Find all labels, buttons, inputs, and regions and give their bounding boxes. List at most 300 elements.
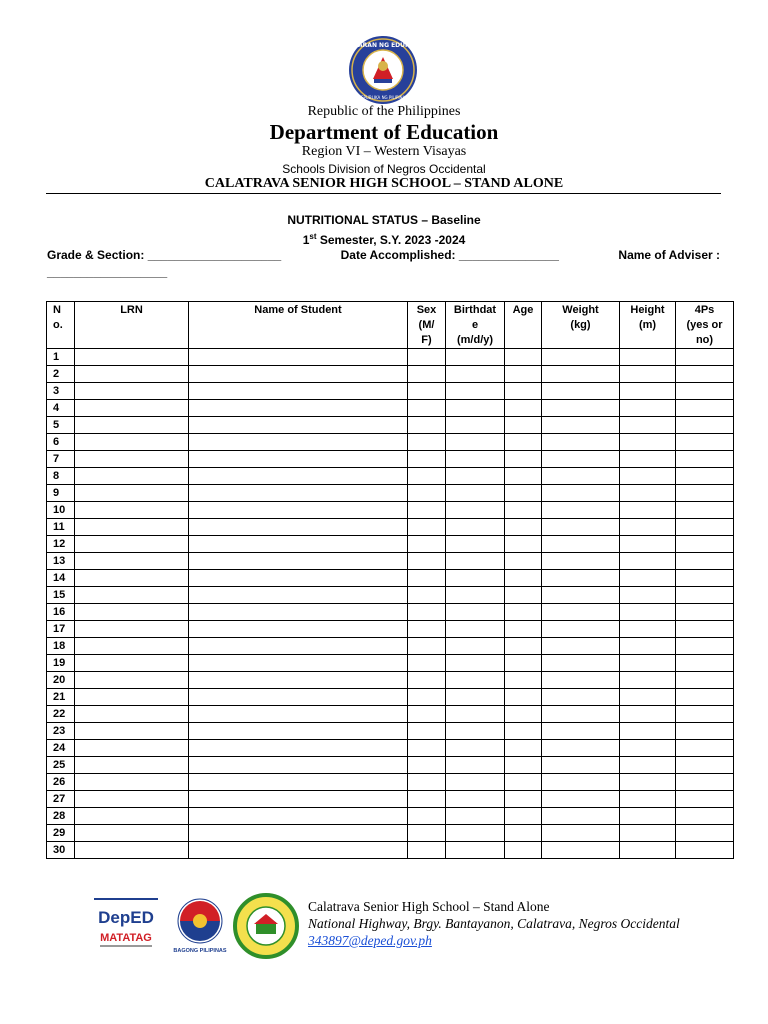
table-cell[interactable] <box>620 553 676 570</box>
footer-email-link[interactable]: 343897@deped.gov.ph <box>308 933 432 948</box>
table-cell[interactable] <box>620 451 676 468</box>
table-cell[interactable] <box>676 400 734 417</box>
table-cell[interactable] <box>408 570 446 587</box>
table-cell[interactable] <box>408 604 446 621</box>
table-cell[interactable] <box>446 417 505 434</box>
header-divider <box>46 193 721 194</box>
table-cell[interactable] <box>446 536 505 553</box>
table-cell[interactable] <box>620 621 676 638</box>
table-row <box>47 655 734 672</box>
table-cell[interactable] <box>620 570 676 587</box>
table-cell[interactable] <box>75 621 189 638</box>
table-cell[interactable] <box>620 740 676 757</box>
table-cell[interactable] <box>189 485 408 502</box>
table-cell[interactable] <box>542 485 620 502</box>
table-cell[interactable] <box>446 366 505 383</box>
table-cell[interactable] <box>75 689 189 706</box>
table-row <box>47 536 734 553</box>
table-cell[interactable] <box>542 655 620 672</box>
table-row <box>47 791 734 808</box>
table-cell[interactable] <box>542 604 620 621</box>
table-cell[interactable] <box>446 757 505 774</box>
row-number: 2 <box>47 366 75 383</box>
table-cell[interactable] <box>676 349 734 366</box>
row-number: 22 <box>47 706 75 723</box>
table-cell[interactable] <box>189 451 408 468</box>
table-cell[interactable] <box>75 655 189 672</box>
table-cell[interactable] <box>620 434 676 451</box>
table-cell[interactable] <box>75 723 189 740</box>
footer-school-name: Calatrava Senior High School – Stand Alone <box>308 899 550 914</box>
table-cell[interactable] <box>676 723 734 740</box>
table-cell[interactable] <box>505 757 542 774</box>
table-cell[interactable] <box>505 553 542 570</box>
table-cell[interactable] <box>620 757 676 774</box>
table-cell[interactable] <box>542 434 620 451</box>
table-cell[interactable] <box>620 587 676 604</box>
table-cell[interactable] <box>620 774 676 791</box>
table-cell[interactable] <box>542 791 620 808</box>
table-cell[interactable] <box>620 485 676 502</box>
table-cell[interactable] <box>620 672 676 689</box>
table-cell[interactable] <box>189 621 408 638</box>
table-cell[interactable] <box>189 349 408 366</box>
table-cell[interactable] <box>408 536 446 553</box>
table-cell[interactable] <box>75 400 189 417</box>
table-cell[interactable] <box>676 468 734 485</box>
table-cell[interactable] <box>676 842 734 859</box>
table-cell[interactable] <box>408 757 446 774</box>
table-cell[interactable] <box>446 825 505 842</box>
table-cell[interactable] <box>446 774 505 791</box>
table-cell[interactable] <box>620 383 676 400</box>
table-cell[interactable] <box>408 621 446 638</box>
table-cell[interactable] <box>189 757 408 774</box>
table-cell[interactable] <box>620 417 676 434</box>
table-cell[interactable] <box>408 383 446 400</box>
table-cell[interactable] <box>505 485 542 502</box>
table-cell[interactable] <box>620 655 676 672</box>
table-cell[interactable] <box>505 383 542 400</box>
table-cell[interactable] <box>189 791 408 808</box>
table-cell[interactable] <box>189 434 408 451</box>
table-cell[interactable] <box>505 570 542 587</box>
table-cell[interactable] <box>75 468 189 485</box>
table-cell[interactable] <box>446 808 505 825</box>
table-cell[interactable] <box>446 621 505 638</box>
row-number: 9 <box>47 485 75 502</box>
table-cell[interactable] <box>542 757 620 774</box>
table-cell[interactable] <box>408 451 446 468</box>
table-cell[interactable] <box>505 672 542 689</box>
table-cell[interactable] <box>75 434 189 451</box>
table-cell[interactable] <box>446 349 505 366</box>
table-row <box>47 553 734 570</box>
table-cell[interactable] <box>505 434 542 451</box>
table-cell[interactable] <box>75 536 189 553</box>
row-number: 3 <box>47 383 75 400</box>
row-number: 13 <box>47 553 75 570</box>
table-cell[interactable] <box>446 791 505 808</box>
table-cell[interactable] <box>542 417 620 434</box>
table-cell[interactable] <box>189 366 408 383</box>
table-cell[interactable] <box>408 655 446 672</box>
table-cell[interactable] <box>189 468 408 485</box>
table-cell[interactable] <box>189 808 408 825</box>
table-cell[interactable] <box>505 604 542 621</box>
table-cell[interactable] <box>75 383 189 400</box>
table-cell[interactable] <box>542 502 620 519</box>
row-number: 10 <box>47 502 75 519</box>
table-cell[interactable] <box>676 757 734 774</box>
table-cell[interactable] <box>620 723 676 740</box>
table-cell[interactable] <box>446 570 505 587</box>
table-cell[interactable] <box>620 502 676 519</box>
table-cell[interactable] <box>542 740 620 757</box>
table-cell[interactable] <box>408 808 446 825</box>
table-cell[interactable] <box>620 842 676 859</box>
date-accomplished-field <box>341 248 559 262</box>
table-cell[interactable] <box>408 366 446 383</box>
table-cell[interactable] <box>676 774 734 791</box>
table-cell[interactable] <box>75 417 189 434</box>
row-number: 23 <box>47 723 75 740</box>
table-cell[interactable] <box>620 706 676 723</box>
table-cell[interactable] <box>676 485 734 502</box>
table-cell[interactable] <box>408 587 446 604</box>
table-cell[interactable] <box>542 723 620 740</box>
table-cell[interactable] <box>408 417 446 434</box>
semester-text: Semester, S.Y. 2023 -2024 <box>316 233 466 247</box>
matatag-logo-text: MATATAG <box>100 932 152 944</box>
table-cell[interactable] <box>505 417 542 434</box>
table-cell[interactable] <box>408 468 446 485</box>
table-cell[interactable] <box>676 553 734 570</box>
table-cell[interactable] <box>620 604 676 621</box>
table-cell[interactable] <box>446 434 505 451</box>
table-cell[interactable] <box>542 366 620 383</box>
table-cell[interactable] <box>505 536 542 553</box>
table-cell[interactable] <box>189 638 408 655</box>
table-cell[interactable] <box>505 638 542 655</box>
table-cell[interactable] <box>446 638 505 655</box>
table-cell[interactable] <box>408 740 446 757</box>
table-cell[interactable] <box>189 774 408 791</box>
table-cell[interactable] <box>75 842 189 859</box>
table-cell[interactable] <box>446 655 505 672</box>
table-cell[interactable] <box>676 706 734 723</box>
table-row <box>47 757 734 774</box>
row-number: 30 <box>47 842 75 859</box>
seal-text-bottom: REPUBLIKA NG PILIPINAS <box>358 95 408 100</box>
table-cell[interactable] <box>620 825 676 842</box>
date-accomplished-label: Date Accomplished: <box>340 248 456 262</box>
table-cell[interactable] <box>542 468 620 485</box>
row-number: 20 <box>47 672 75 689</box>
bagong-pilipinas-text: BAGONG PILIPINAS <box>173 948 227 954</box>
table-cell[interactable] <box>505 842 542 859</box>
table-cell[interactable] <box>75 706 189 723</box>
table-cell[interactable] <box>542 842 620 859</box>
header-sex: Sex (M/ F) <box>408 302 446 349</box>
table-cell[interactable] <box>189 706 408 723</box>
table-cell[interactable] <box>189 825 408 842</box>
table-cell[interactable] <box>542 536 620 553</box>
table-row <box>47 485 734 502</box>
row-number: 6 <box>47 434 75 451</box>
table-cell[interactable] <box>505 621 542 638</box>
table-cell[interactable] <box>446 706 505 723</box>
table-cell[interactable] <box>620 808 676 825</box>
table-cell[interactable] <box>542 808 620 825</box>
table-cell[interactable] <box>676 825 734 842</box>
seal-text-top: KAGAWARAN NG EDUKASYON <box>333 42 433 49</box>
table-cell[interactable] <box>542 689 620 706</box>
table-cell[interactable] <box>505 400 542 417</box>
form-title-sub: Baseline <box>431 213 481 227</box>
row-number: 24 <box>47 740 75 757</box>
table-cell[interactable] <box>542 638 620 655</box>
table-cell[interactable] <box>408 706 446 723</box>
table-cell[interactable] <box>676 434 734 451</box>
footer-logos <box>94 894 304 960</box>
table-cell[interactable] <box>542 383 620 400</box>
table-cell[interactable] <box>75 757 189 774</box>
table-cell[interactable] <box>542 774 620 791</box>
row-number: 17 <box>47 621 75 638</box>
nutritional-status-table <box>46 301 734 859</box>
row-number: 27 <box>47 791 75 808</box>
table-cell[interactable] <box>542 672 620 689</box>
table-cell[interactable] <box>75 638 189 655</box>
table-cell[interactable] <box>446 842 505 859</box>
table-cell[interactable] <box>542 706 620 723</box>
table-cell[interactable] <box>505 808 542 825</box>
table-cell[interactable] <box>505 366 542 383</box>
table-row <box>47 570 734 587</box>
table-cell[interactable] <box>505 655 542 672</box>
table-cell[interactable] <box>408 434 446 451</box>
table-cell[interactable] <box>542 451 620 468</box>
table-cell[interactable] <box>542 587 620 604</box>
table-cell[interactable] <box>408 842 446 859</box>
table-cell[interactable] <box>505 349 542 366</box>
table-cell[interactable] <box>408 638 446 655</box>
table-cell[interactable] <box>620 400 676 417</box>
table-cell[interactable] <box>676 621 734 638</box>
table-cell[interactable] <box>408 689 446 706</box>
grade-section-blank[interactable]: ____________________ <box>147 248 282 262</box>
table-cell[interactable] <box>676 519 734 536</box>
table-cell[interactable] <box>676 604 734 621</box>
header-name-of-student: Name of Student <box>189 302 408 349</box>
table-cell[interactable] <box>446 587 505 604</box>
table-cell[interactable] <box>542 825 620 842</box>
table-cell[interactable] <box>676 689 734 706</box>
table-cell[interactable] <box>446 451 505 468</box>
table-cell[interactable] <box>446 723 505 740</box>
table-cell[interactable] <box>676 587 734 604</box>
table-cell[interactable] <box>446 553 505 570</box>
row-number: 7 <box>47 451 75 468</box>
table-cell[interactable] <box>408 553 446 570</box>
table-cell[interactable] <box>676 536 734 553</box>
table-cell[interactable] <box>75 604 189 621</box>
table-row <box>47 825 734 842</box>
table-cell[interactable] <box>408 502 446 519</box>
table-cell[interactable] <box>408 519 446 536</box>
table-cell[interactable] <box>542 553 620 570</box>
form-title-main: NUTRITIONAL STATUS <box>287 213 418 227</box>
table-cell[interactable] <box>676 502 734 519</box>
table-cell[interactable] <box>505 740 542 757</box>
table-cell[interactable] <box>446 672 505 689</box>
table-cell[interactable] <box>505 502 542 519</box>
table-cell[interactable] <box>408 825 446 842</box>
table-cell[interactable] <box>189 570 408 587</box>
table-cell[interactable] <box>505 825 542 842</box>
table-cell[interactable] <box>620 638 676 655</box>
table-cell[interactable] <box>75 553 189 570</box>
table-cell[interactable] <box>446 383 505 400</box>
table-cell[interactable] <box>620 468 676 485</box>
table-cell[interactable] <box>676 791 734 808</box>
table-cell[interactable] <box>75 825 189 842</box>
table-cell[interactable] <box>676 417 734 434</box>
table-cell[interactable] <box>189 383 408 400</box>
table-cell[interactable] <box>189 536 408 553</box>
table-cell[interactable] <box>620 349 676 366</box>
table-cell[interactable] <box>505 689 542 706</box>
table-cell[interactable] <box>189 842 408 859</box>
semester-line <box>0 232 768 247</box>
table-cell[interactable] <box>620 791 676 808</box>
table-row <box>47 519 734 536</box>
row-number: 14 <box>47 570 75 587</box>
department-heading: Department of Education <box>269 120 499 144</box>
table-cell[interactable] <box>189 519 408 536</box>
table-cell[interactable] <box>408 791 446 808</box>
table-cell[interactable] <box>446 689 505 706</box>
table-cell[interactable] <box>189 604 408 621</box>
table-cell[interactable] <box>620 519 676 536</box>
table-row <box>47 604 734 621</box>
table-cell[interactable] <box>75 808 189 825</box>
table-cell[interactable] <box>75 485 189 502</box>
table-cell[interactable] <box>505 791 542 808</box>
table-cell[interactable] <box>408 400 446 417</box>
table-cell[interactable] <box>505 451 542 468</box>
table-cell[interactable] <box>446 502 505 519</box>
table-cell[interactable] <box>542 519 620 536</box>
table-cell[interactable] <box>676 366 734 383</box>
table-cell[interactable] <box>505 723 542 740</box>
table-cell[interactable] <box>75 519 189 536</box>
table-cell[interactable] <box>189 502 408 519</box>
table-cell[interactable] <box>542 349 620 366</box>
table-cell[interactable] <box>408 774 446 791</box>
row-number: 12 <box>47 536 75 553</box>
table-row <box>47 842 734 859</box>
table-row <box>47 349 734 366</box>
table-cell[interactable] <box>542 570 620 587</box>
table-cell[interactable] <box>446 400 505 417</box>
table-cell[interactable] <box>75 740 189 757</box>
table-cell[interactable] <box>676 655 734 672</box>
table-cell[interactable] <box>676 638 734 655</box>
table-cell[interactable] <box>676 570 734 587</box>
table-cell[interactable] <box>542 621 620 638</box>
table-cell[interactable] <box>75 366 189 383</box>
table-cell[interactable] <box>75 349 189 366</box>
table-cell[interactable] <box>620 536 676 553</box>
table-cell[interactable] <box>408 349 446 366</box>
table-cell[interactable] <box>446 519 505 536</box>
table-cell[interactable] <box>446 485 505 502</box>
table-cell[interactable] <box>620 689 676 706</box>
table-row <box>47 468 734 485</box>
table-cell[interactable] <box>189 400 408 417</box>
table-cell[interactable] <box>189 655 408 672</box>
table-row <box>47 417 734 434</box>
table-cell[interactable] <box>189 689 408 706</box>
row-number: 16 <box>47 604 75 621</box>
table-cell[interactable] <box>189 723 408 740</box>
table-cell[interactable] <box>189 553 408 570</box>
table-cell[interactable] <box>676 672 734 689</box>
table-cell[interactable] <box>75 774 189 791</box>
table-cell[interactable] <box>676 383 734 400</box>
table-cell[interactable] <box>446 740 505 757</box>
header-birthdate: Birthdat e (m/d/y) <box>446 302 505 349</box>
table-cell[interactable] <box>505 468 542 485</box>
date-accomplished-blank[interactable]: _______________ <box>458 248 559 262</box>
table-cell[interactable] <box>75 451 189 468</box>
table-cell[interactable] <box>408 485 446 502</box>
table-cell[interactable] <box>75 570 189 587</box>
table-cell[interactable] <box>189 417 408 434</box>
table-cell[interactable] <box>408 723 446 740</box>
table-cell[interactable] <box>75 502 189 519</box>
table-cell[interactable] <box>542 400 620 417</box>
row-number: 11 <box>47 519 75 536</box>
table-cell[interactable] <box>408 672 446 689</box>
table-cell[interactable] <box>189 740 408 757</box>
table-cell[interactable] <box>189 672 408 689</box>
table-cell[interactable] <box>505 774 542 791</box>
form-title-separator: – <box>417 213 432 227</box>
table-cell[interactable] <box>446 604 505 621</box>
table-cell[interactable] <box>75 672 189 689</box>
table-cell[interactable] <box>75 587 189 604</box>
table-row <box>47 689 734 706</box>
table-cell[interactable] <box>505 519 542 536</box>
table-row <box>47 672 734 689</box>
table-row <box>47 740 734 757</box>
table-cell[interactable] <box>505 587 542 604</box>
table-cell[interactable] <box>75 791 189 808</box>
table-cell[interactable] <box>446 468 505 485</box>
table-cell[interactable] <box>676 451 734 468</box>
adviser-blank[interactable]: __________________ <box>47 265 168 279</box>
header-age: Age <box>505 302 542 349</box>
header-no: N o. <box>47 302 75 349</box>
table-cell[interactable] <box>505 706 542 723</box>
table-cell[interactable] <box>189 587 408 604</box>
table-cell[interactable] <box>676 808 734 825</box>
table-cell[interactable] <box>676 740 734 757</box>
table-cell[interactable] <box>620 366 676 383</box>
